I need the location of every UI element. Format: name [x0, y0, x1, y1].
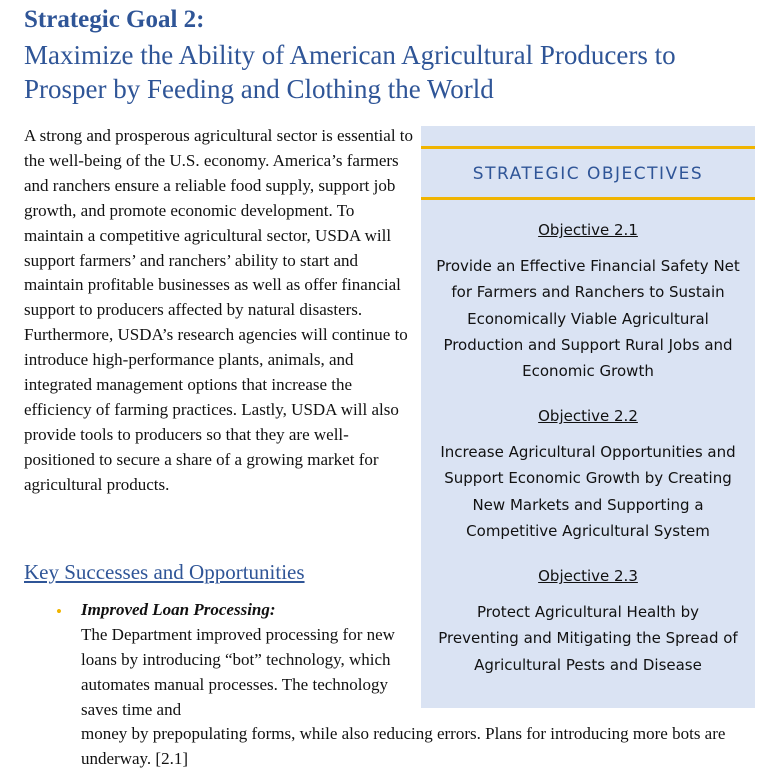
objective-text: Increase Agricultural Opportunities and Support Economic Growth by Creating New Markets and Supporting a Competitive Agricultural System [440, 443, 736, 540]
bullet-title: Improved Loan Processing: [81, 600, 276, 619]
sidebar-top-rule [421, 146, 755, 149]
objective-label: Objective 2.2 [538, 407, 638, 425]
strategic-objectives-sidebar [421, 126, 755, 708]
key-successes-heading: Key Successes and Opportunities [24, 560, 305, 584]
bullet-text: The Department improved processing for new loans by introducing “bot” technology, which automates manual processes. The technology saves time and [81, 625, 395, 719]
sidebar-heading-rule [421, 197, 755, 200]
objective-label: Objective 2.3 [538, 567, 638, 585]
objective-label: Objective 2.1 [538, 221, 638, 239]
sidebar-heading: STRATEGIC OBJECTIVES [472, 164, 704, 184]
intro-paragraph: A strong and prosperous agricultural sector is essential to the well-being of the U.S. economy. America’s farmers and ranchers ensure a reliable food supply, support job growth, and promote economic development. To maintain a competitive agricultural sector, USDA will support farmers’ and ranchers’ ability to start and maintain profitable businesses as well as offer financial support to producers affected by natural disasters. Furthermore, USDA’s research agencies will continue to introduce high-performance plants, animals, and integrated management options that increase the efficiency of farming practices. Lastly, USDA will also provide tools to producers so that they are well-positioned to secure a share of a growing market for agricultural products. [24, 126, 414, 494]
goal-title: Strategic Goal 2: [24, 6, 205, 33]
objective-text: Protect Agricultural Health by Preventing and Mitigating the Spread of Agricultural Pests and Disease [438, 603, 738, 674]
bullet-text-continued: money by prepopulating forms, while also reducing errors. Plans for introducing more bots are underway. [2.1] [81, 724, 726, 768]
goal-subtitle: Maximize the Ability of American Agricultural Producers to Prosper by Feeding and Clothing the World [24, 40, 676, 104]
objective-text: Provide an Effective Financial Safety Net for Farmers and Ranchers to Sustain Economically Viable Agricultural Production and Support Rural Jobs and Economic Growth [436, 257, 740, 381]
bullet-icon: • [56, 602, 62, 621]
